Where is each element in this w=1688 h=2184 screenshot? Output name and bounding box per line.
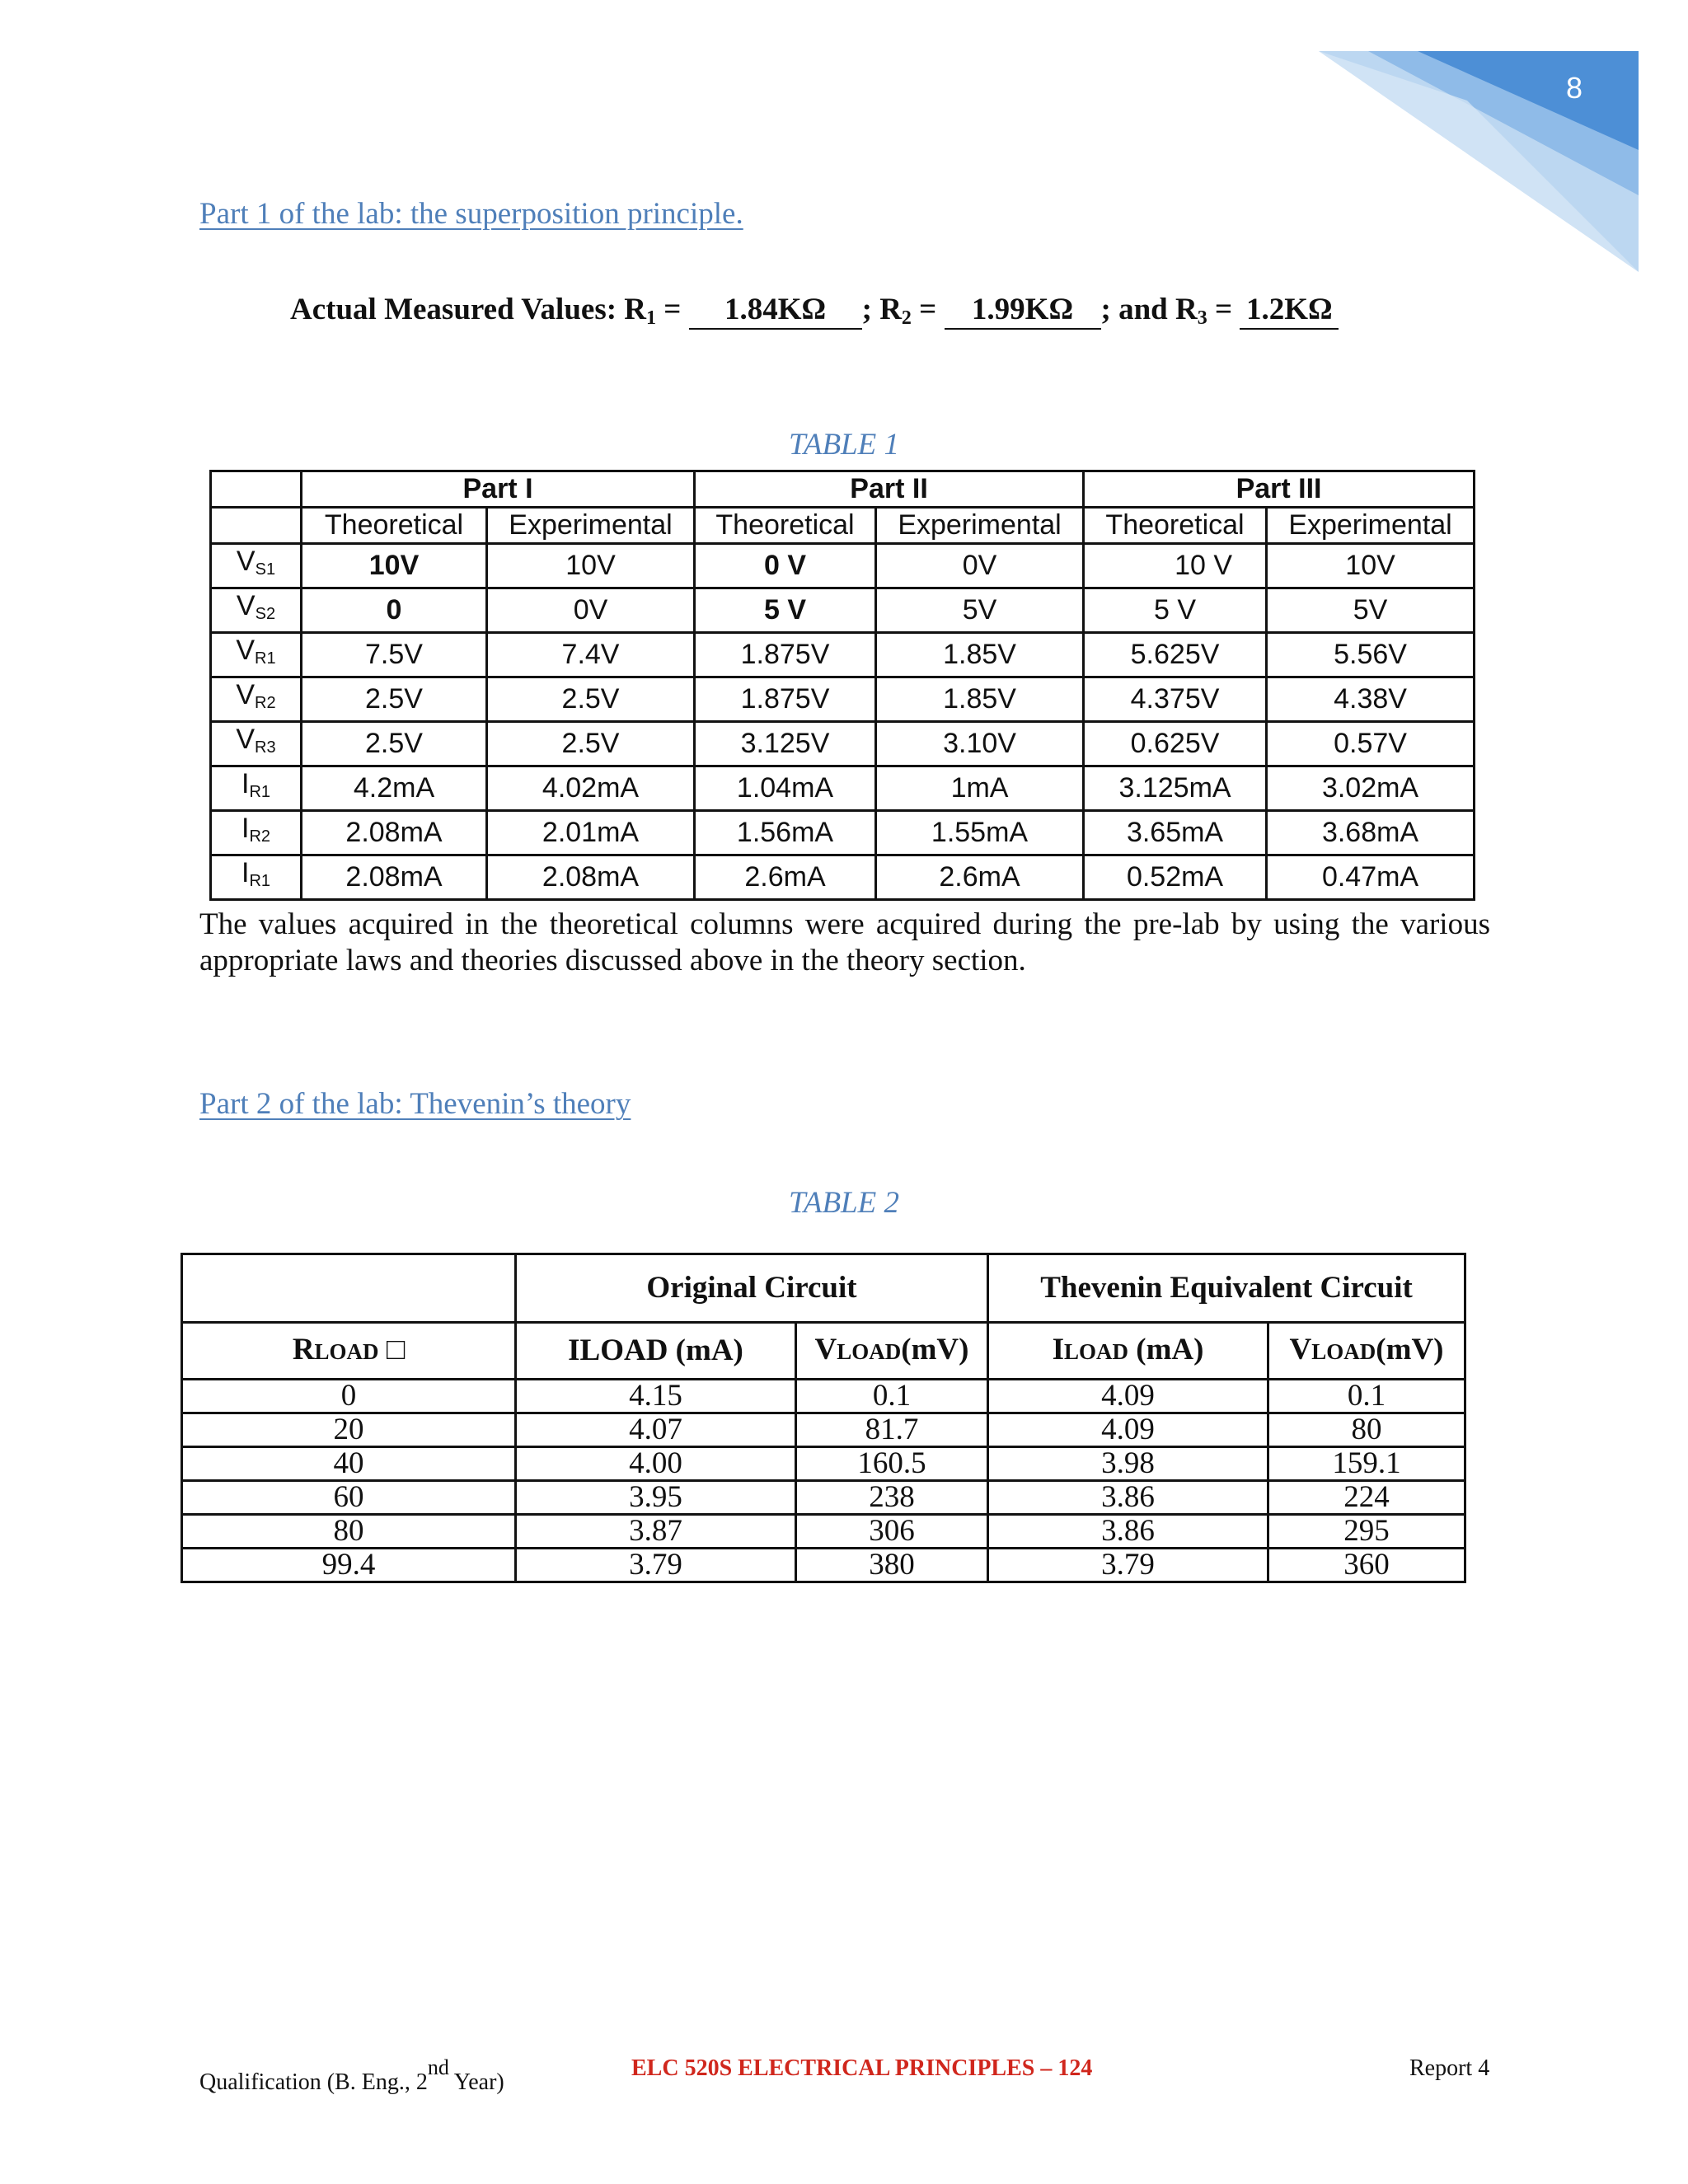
- table-cell: 238: [796, 1481, 988, 1515]
- table-cell: 0: [302, 588, 487, 633]
- footer-qualification: Qualification (B. Eng., 2nd Year): [199, 2055, 504, 2095]
- table-cell: 0.1: [796, 1380, 988, 1413]
- part-header: Part II: [695, 471, 1084, 508]
- column-header-iload-original: ILOAD (mA): [516, 1323, 796, 1380]
- table-cell: 7.5V: [302, 633, 487, 677]
- r2-value: 1.99KΩ: [945, 293, 1101, 330]
- table-cell: 0V: [487, 588, 695, 633]
- table-cell: 80: [1268, 1413, 1465, 1447]
- table-cell: 3.02mA: [1267, 766, 1475, 811]
- row-label: $V_{R2}$: [211, 677, 302, 722]
- table-cell: 5V: [876, 588, 1084, 633]
- table-cell: 2.5V: [302, 722, 487, 766]
- table-cell: 306: [796, 1515, 988, 1549]
- column-header: Theoretical: [695, 508, 876, 544]
- table-row: [211, 722, 1475, 766]
- table-cell: 2.08mA: [302, 855, 487, 900]
- table-cell: 1.85V: [876, 677, 1084, 722]
- row-label: $V_{S1}$: [211, 544, 302, 588]
- column-header: Experimental: [487, 508, 695, 544]
- group-header-original: Original Circuit: [516, 1254, 988, 1323]
- table-row: [182, 1447, 1465, 1481]
- column-header: Experimental: [876, 508, 1084, 544]
- column-header: Theoretical: [302, 508, 487, 544]
- table-cell: 4.38V: [1267, 677, 1475, 722]
- row-label: $I_{R1}$: [211, 766, 302, 811]
- table-cell: 80: [182, 1515, 516, 1549]
- table-cell: 3.98: [988, 1447, 1268, 1481]
- table-cell: 360: [1268, 1549, 1465, 1582]
- footer-report-label: Report 4: [1409, 2055, 1490, 2081]
- table-row: [211, 633, 1475, 677]
- r1-value: 1.84KΩ: [689, 293, 862, 330]
- table-cell: 10V: [487, 544, 695, 588]
- part1-heading[interactable]: Part 1 of the lab: the superposition principle.: [199, 197, 743, 231]
- table-cell: 1.55mA: [876, 811, 1084, 855]
- table-row: [182, 1549, 1465, 1582]
- table-cell: 2.08mA: [302, 811, 487, 855]
- row-label: $V_{R3}$: [211, 722, 302, 766]
- table-cell: 1.875V: [695, 677, 876, 722]
- column-header-vload-thevenin: VLOAD(mV): [1268, 1323, 1465, 1380]
- table-cell: 1.85V: [876, 633, 1084, 677]
- measured-values-line: Actual Measured Values: $R_1 = 1.84K\Omega$ ; $R_2 = 1.99K\Omega$ ; and $R_3 = 1.2K\Omega$: [290, 292, 1339, 330]
- row-label: $V_{R1}$: [211, 633, 302, 677]
- table-cell: 2.5V: [302, 677, 487, 722]
- table-cell: 3.87: [516, 1515, 796, 1549]
- column-header-iload-thevenin: ILOAD (mA): [988, 1323, 1268, 1380]
- part2-heading[interactable]: Part 2 of the lab: Thevenin’s theory: [199, 1087, 631, 1121]
- superposition-table: [209, 470, 1475, 901]
- table-cell: 224: [1268, 1481, 1465, 1515]
- table-cell: 4.07: [516, 1413, 796, 1447]
- table1-caption: TABLE 1: [789, 428, 899, 462]
- footer-course-title: ELC 520S ELECTRICAL PRINCIPLES – 124: [631, 2055, 1093, 2081]
- r3-value: 1.2KΩ: [1240, 293, 1339, 330]
- table-cell: 20: [182, 1413, 516, 1447]
- table-cell: 4.375V: [1084, 677, 1267, 722]
- table-cell: 99.4: [182, 1549, 516, 1582]
- table-cell: 5.625V: [1084, 633, 1267, 677]
- table-row: [211, 855, 1475, 900]
- thevenin-table: [181, 1253, 1466, 1583]
- table-cell: 0V: [876, 544, 1084, 588]
- table-cell: 3.79: [988, 1549, 1268, 1582]
- row-label: $I_{R2}$: [211, 811, 302, 855]
- table-cell: 3.68mA: [1267, 811, 1475, 855]
- table-cell: 10 V: [1084, 544, 1267, 588]
- column-header-rload: RLOAD □: [182, 1323, 516, 1380]
- table-cell: 1.875V: [695, 633, 876, 677]
- table-cell: 10V: [1267, 544, 1475, 588]
- table-cell: 2.5V: [487, 722, 695, 766]
- table-cell: 0.52mA: [1084, 855, 1267, 900]
- table-cell: 0.625V: [1084, 722, 1267, 766]
- table-cell: 380: [796, 1549, 988, 1582]
- column-header-vload-original: VLOAD(mV): [796, 1323, 988, 1380]
- table-cell: 4.15: [516, 1380, 796, 1413]
- part-header: Part I: [302, 471, 695, 508]
- table-cell: 3.95: [516, 1481, 796, 1515]
- table-cell: 1mA: [876, 766, 1084, 811]
- table-cell: 0.57V: [1267, 722, 1475, 766]
- table-cell: 4.2mA: [302, 766, 487, 811]
- table-cell: 3.79: [516, 1549, 796, 1582]
- table2-group-header-row: [182, 1254, 1465, 1323]
- table-cell: 160.5: [796, 1447, 988, 1481]
- table-cell: 60: [182, 1481, 516, 1515]
- table-cell: 2.01mA: [487, 811, 695, 855]
- table-row: [182, 1515, 1465, 1549]
- table-cell: 3.86: [988, 1515, 1268, 1549]
- row-label: $I_{R1}$: [211, 855, 302, 900]
- table-cell: 1.56mA: [695, 811, 876, 855]
- theory-paragraph: The values acquired in the theoretical columns were acquired during the pre-lab by using the various appropriate laws and theories discussed above in the theory section.: [199, 907, 1490, 977]
- table-cell: 2.5V: [487, 677, 695, 722]
- table-cell: 1.04mA: [695, 766, 876, 811]
- table-cell: 2.08mA: [487, 855, 695, 900]
- part-header: Part III: [1084, 471, 1475, 508]
- group-header-thevenin: Thevenin Equivalent Circuit: [988, 1254, 1465, 1323]
- table-row: [182, 1380, 1465, 1413]
- table-cell: 3.10V: [876, 722, 1084, 766]
- table-cell: 4.02mA: [487, 766, 695, 811]
- table-cell: 2.6mA: [876, 855, 1084, 900]
- table-row: [211, 766, 1475, 811]
- column-header: Experimental: [1267, 508, 1475, 544]
- table-cell: 3.65mA: [1084, 811, 1267, 855]
- table-cell: 5.56V: [1267, 633, 1475, 677]
- table-row: [211, 588, 1475, 633]
- table-cell: 5V: [1267, 588, 1475, 633]
- table1-part-header-row: [211, 471, 1475, 508]
- table-cell: 5 V: [695, 588, 876, 633]
- table-cell: 3.86: [988, 1481, 1268, 1515]
- table2-caption: TABLE 2: [789, 1186, 899, 1220]
- table-cell: 5 V: [1084, 588, 1267, 633]
- table-cell: 4.09: [988, 1380, 1268, 1413]
- table-cell: 3.125mA: [1084, 766, 1267, 811]
- table1-subheader-row: [211, 508, 1475, 544]
- table-cell: 7.4V: [487, 633, 695, 677]
- table-cell: 81.7: [796, 1413, 988, 1447]
- table-row: [211, 544, 1475, 588]
- table-cell: 4.00: [516, 1447, 796, 1481]
- table-cell: 0: [182, 1380, 516, 1413]
- page-number: 8: [1565, 71, 1583, 105]
- table-cell: 10V: [302, 544, 487, 588]
- row-label: $V_{S2}$: [211, 588, 302, 633]
- table-cell: 3.125V: [695, 722, 876, 766]
- table2-column-header-row: [182, 1323, 1465, 1380]
- table-cell: 4.09: [988, 1413, 1268, 1447]
- table-row: [182, 1481, 1465, 1515]
- table-cell: 0.47mA: [1267, 855, 1475, 900]
- table-cell: 0.1: [1268, 1380, 1465, 1413]
- table-row: [211, 677, 1475, 722]
- table-row: [211, 811, 1475, 855]
- table-cell: 40: [182, 1447, 516, 1481]
- column-header: Theoretical: [1084, 508, 1267, 544]
- table-cell: 159.1: [1268, 1447, 1465, 1481]
- table-row: [182, 1413, 1465, 1447]
- table-cell: 2.6mA: [695, 855, 876, 900]
- table-cell: 0 V: [695, 544, 876, 588]
- table-cell: 295: [1268, 1515, 1465, 1549]
